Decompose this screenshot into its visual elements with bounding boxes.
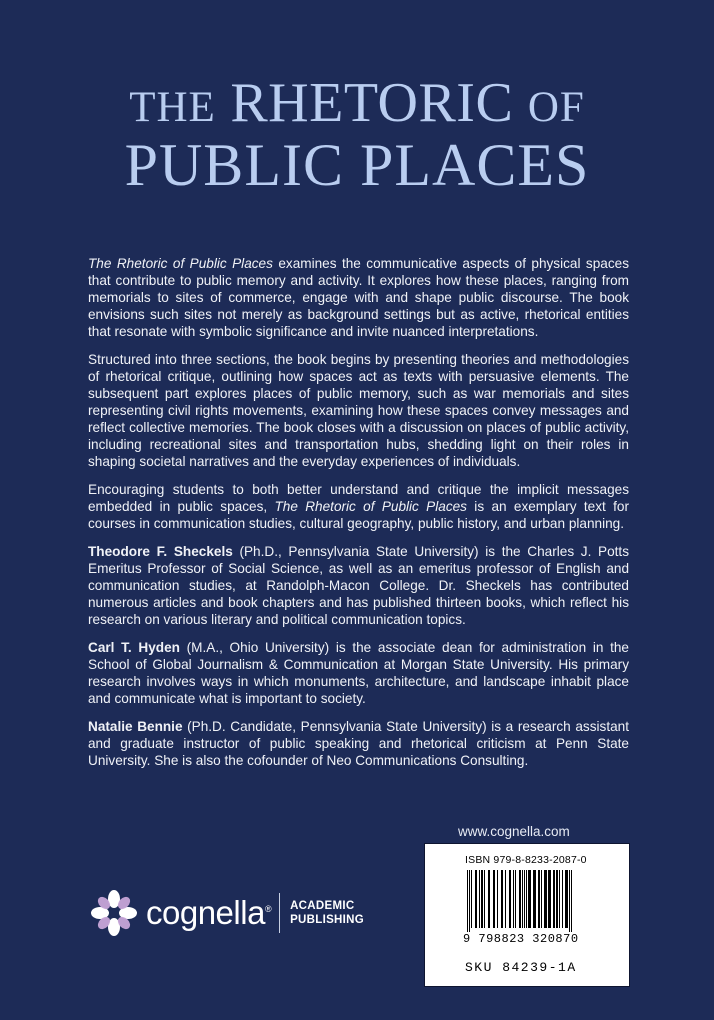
barcode-bar (559, 870, 560, 928)
back-cover-blurb (88, 255, 629, 780)
barcode-bar (533, 870, 536, 928)
blurb-paragraph-1: The Rhetoric of Public Places examines the communicative aspects of physical spaces that contribute to public memory and activity. It explores how these places, ranging from memorials to sites of commerce, engage with and shape public discourse. The book envisions such sites not merely as background settings but as active, rhetorical entities that resonate with symbolic significance and invite nuanced interpretations. (88, 256, 630, 339)
barcode-bar (481, 870, 483, 928)
publisher-subtitle: ACADEMIC PUBLISHING (290, 900, 364, 926)
barcode-bar (526, 870, 527, 928)
logo-divider (279, 893, 280, 933)
publisher-url: www.cognella.com (458, 824, 570, 839)
barcode-bar (509, 870, 511, 928)
cognella-flower-icon (88, 888, 140, 938)
barcode-bar (571, 870, 572, 932)
author-bio-3: Natalie Bennie (Ph.D. Candidate, Pennsylvania State University) is a research assistant and graduate instructor of public speaking and rhetorical criticism at Penn State University. She is also the cofounder of Neo Communications Consulting. (88, 719, 629, 768)
barcode-bar (524, 870, 525, 928)
barcode-bar (544, 870, 547, 928)
publisher-logo (88, 888, 364, 938)
barcode-bar (538, 870, 540, 928)
barcode-bar (475, 870, 477, 928)
isbn-barcode-box (424, 843, 630, 987)
title-line-2: PUBLIC PLACES (124, 132, 590, 198)
barcode-bar (565, 870, 568, 928)
barcode-bar (493, 870, 495, 928)
isbn-label: ISBN 979-8-8233-2087-0 (465, 854, 587, 866)
barcode-bar (548, 870, 551, 928)
author-bio-2: Carl T. Hyden (M.A., Ohio University) is the associate dean for administration in the School of Global Journalism & Communication at Morgan State University. His primary research involves ways in which monuments, architecture, and landscape inhabit place and communicate what is important to society. (88, 640, 629, 706)
barcode-digits: 9 798823 320870 (463, 932, 579, 946)
author-bio-1: Theodore F. Sheckels (Ph.D., Pennsylvania State University) is the Charles J. Potts Emeritus Professor of Social Science, as well as an emeritus professor of English and communication studies, at Randolph-Macon College. Dr. Sheckels has contributed numerous articles and book chapters and has published thirteen books, which reflect his research on various literary and political communication topics. (88, 544, 629, 627)
barcode-bar (515, 870, 516, 928)
barcode-bar (528, 870, 531, 928)
barcode-bar (497, 870, 498, 928)
barcode-bar (479, 870, 480, 928)
barcode-bar (522, 870, 523, 928)
barcode-bar (569, 870, 570, 932)
barcode-bar (553, 870, 555, 928)
barcode-bar (467, 870, 468, 932)
barcode-bar (501, 870, 503, 928)
barcode-bar (505, 870, 506, 928)
sku-label: SKU 84239-1A (465, 960, 577, 975)
barcode-bar (469, 870, 470, 932)
barcode-bar (484, 870, 485, 928)
blurb-paragraph-2: Structured into three sections, the book begins by presenting theories and methodologies of rhetorical critique, outlining how spaces act as texts with persuasive elements. The subsequent part explores places of public memory, such as war memorials and sites representing civil rights movements, examining how these spaces convey messages and reflect collective memories. The book closes with a discussion on places of public activity, including recreational sites and transportation hubs, shedding light on their roles in shaping societal narratives and the everyday experiences of individuals. (88, 352, 629, 469)
barcode-bar (471, 870, 472, 928)
barcode-bar (519, 870, 521, 928)
barcode-bar (562, 870, 563, 928)
blurb-paragraph-3: Encouraging students to both better understand and critique the implicit messages embedded in public spaces, The Rhetoric of Public Places is an exemplary text for courses in communication studies, cultural geography, public history, and urban planning. (88, 482, 630, 531)
barcode-bar (556, 870, 558, 928)
book-title (0, 72, 714, 198)
barcode-bar (513, 870, 514, 928)
barcode-bar (541, 870, 542, 928)
publisher-wordmark: cognella® (146, 894, 272, 931)
barcode-bars (465, 870, 590, 932)
title-line-1: THE RHETORIC OF (129, 72, 585, 134)
barcode-bar (488, 870, 490, 928)
